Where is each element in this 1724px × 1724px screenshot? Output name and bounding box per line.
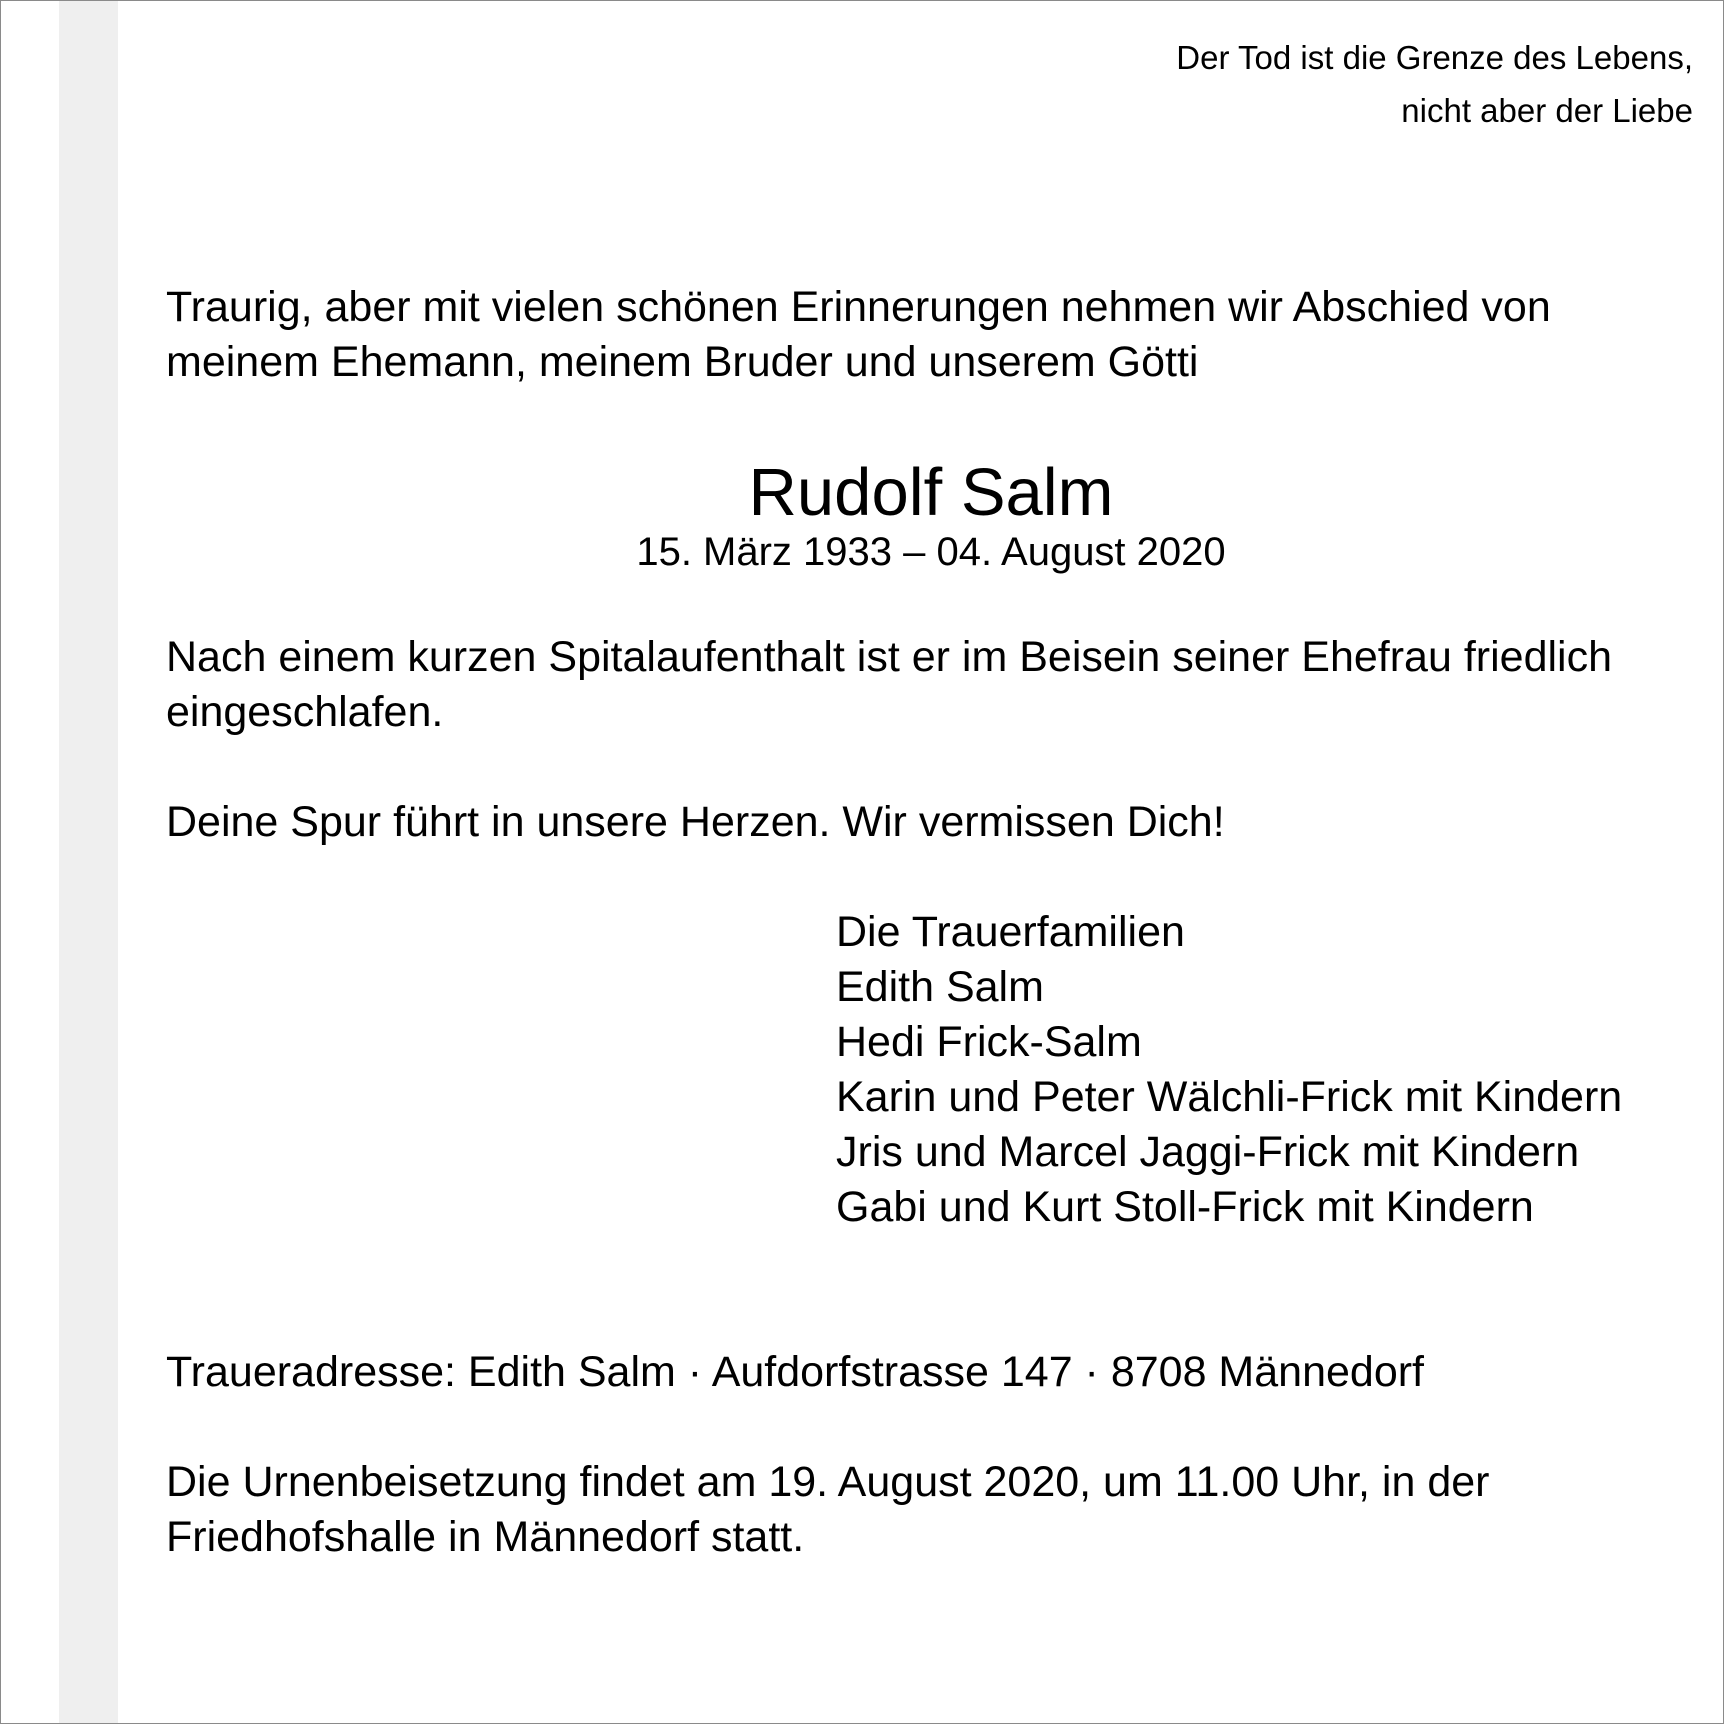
- burial-line-1: Die Urnenbeisetzung findet am 19. August 2020, um 11.00 Uhr, in der: [166, 1458, 1490, 1506]
- mourners-list: [836, 905, 1622, 1235]
- life-dates: 15. März 1933 – 04. August 2020: [636, 530, 1226, 574]
- mourner-entry: Karin und Peter Wälchli-Frick mit Kindern: [836, 1073, 1623, 1121]
- passing-line-1: Nach einem kurzen Spitalaufenthalt ist er im Beisein seiner Ehefrau friedlich: [166, 633, 1613, 681]
- mourner-entry: Edith Salm: [836, 963, 1044, 1011]
- mourners-heading: Die Trauerfamilien: [836, 908, 1185, 956]
- burial-notice: [166, 1455, 1489, 1565]
- passing-line-2: eingeschlafen.: [166, 688, 444, 736]
- intro-line-2: meinem Ehemann, meinem Bruder und unserem Götti: [166, 338, 1199, 386]
- mourning-address: Traueradresse: Edith Salm · Aufdorfstrasse 147 · 8708 Männedorf: [166, 1348, 1425, 1396]
- burial-line-2: Friedhofshalle in Männedorf statt.: [166, 1513, 805, 1561]
- passing-paragraph: [166, 630, 1612, 740]
- farewell-line: Deine Spur führt in unsere Herzen. Wir vermissen Dich!: [166, 798, 1225, 846]
- mourner-entry: Hedi Frick-Salm: [836, 1018, 1142, 1066]
- decorative-side-strip: [59, 1, 118, 1723]
- mourner-entry: Gabi und Kurt Stoll-Frick mit Kindern: [836, 1183, 1534, 1231]
- intro-paragraph: [166, 280, 1551, 390]
- motto-quote: [1176, 31, 1693, 137]
- deceased-name: Rudolf Salm: [748, 455, 1114, 530]
- motto-line-2: nicht aber der Liebe: [1401, 92, 1693, 129]
- intro-line-1: Traurig, aber mit vielen schönen Erinnerungen nehmen wir Abschied von: [166, 283, 1551, 331]
- mourner-entry: Jris und Marcel Jaggi-Frick mit Kindern: [836, 1128, 1580, 1176]
- motto-line-1: Der Tod ist die Grenze des Lebens,: [1176, 39, 1693, 76]
